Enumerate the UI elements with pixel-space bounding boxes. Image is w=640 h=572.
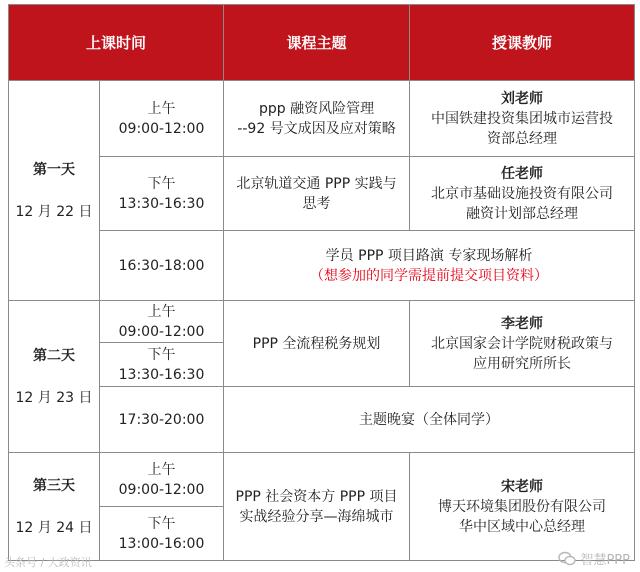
topic-line: ppp 融资风险管理 (258, 100, 375, 117)
teacher-name: 任老师 (501, 165, 544, 182)
day-date: 12 月 22 日 (15, 203, 93, 220)
day-cell (9, 453, 100, 561)
time-range: 09:00-12:00 (118, 323, 205, 340)
teacher-title-line: 中国铁建投资集团城市运营投 (431, 110, 614, 127)
period-label: 上午 (147, 303, 176, 320)
teacher-title-line: 北京国家会计学院财税政策与 (431, 335, 614, 352)
header-teacher: 授课教师 (410, 5, 635, 81)
period-label: 上午 (147, 100, 176, 117)
period-label: 下午 (147, 346, 176, 363)
teacher-cell (410, 453, 635, 561)
period-label: 下午 (147, 515, 176, 532)
table-row (9, 231, 635, 301)
watermark-left: 头条号 / 大政资讯 (4, 556, 92, 569)
roadshow-text: 学员 PPP 项目路演 专家现场解析 (325, 247, 533, 264)
time-range: 09:00-12:00 (118, 481, 205, 498)
teacher-cell (410, 81, 635, 157)
time-cell (100, 157, 224, 231)
time-cell (100, 387, 224, 453)
day-name: 第三天 (33, 477, 75, 494)
topic-cell (224, 453, 410, 561)
time-cell (100, 231, 224, 301)
day-name: 第一天 (33, 161, 75, 178)
topic-cell (224, 301, 410, 387)
period-label: 上午 (147, 461, 176, 478)
topic-line: 北京轨道交通 PPP 实践与 (236, 175, 397, 192)
time-range: 09:00-12:00 (118, 120, 205, 137)
table-row (9, 301, 635, 343)
teacher-title-line: 融资计划部总经理 (466, 205, 579, 222)
teacher-cell (410, 301, 635, 387)
teacher-name: 刘老师 (501, 90, 544, 107)
time-range: 16:30-18:00 (118, 257, 205, 274)
watermark-right-text: 智慧PPP (580, 553, 630, 568)
day-date: 12 月 23 日 (15, 389, 93, 406)
teacher-name: 宋老师 (501, 478, 544, 495)
roadshow-note: （想参加的同学需提前提交项目资料） (310, 267, 549, 284)
table-row (9, 157, 635, 231)
time-range: 17:30-20:00 (118, 411, 205, 428)
time-cell (100, 453, 224, 507)
topic-line: 实战经验分享—海绵城市 (239, 508, 394, 525)
time-cell (100, 343, 224, 387)
header-row (9, 5, 635, 81)
time-range: 13:00-16:00 (118, 535, 205, 552)
teacher-title-line: 应用研究所所长 (473, 355, 572, 372)
merged-cell (224, 231, 635, 301)
header-topic: 课程主题 (224, 5, 410, 81)
topic-cell (224, 81, 410, 157)
topic-line: PPP 全流程税务规划 (252, 335, 381, 352)
dinner-text: 主题晚宴（全体同学） (359, 411, 500, 428)
day-date: 12 月 24 日 (15, 519, 93, 536)
merged-cell (224, 387, 635, 453)
day-cell (9, 301, 100, 453)
topic-cell (224, 157, 410, 231)
time-cell (100, 301, 224, 343)
schedule-table (8, 4, 635, 561)
teacher-title-line: 华中区域中心总经理 (459, 518, 586, 535)
table-row (9, 453, 635, 507)
teacher-title-line: 北京市基础设施投资有限公司 (431, 185, 614, 202)
time-range: 13:30-16:30 (118, 366, 205, 383)
day-name: 第二天 (33, 347, 75, 364)
topic-line: --92 号文成因及应对策略 (237, 120, 396, 137)
time-cell (100, 81, 224, 157)
teacher-title-line: 资部总经理 (487, 130, 558, 147)
topic-line: 思考 (302, 195, 331, 212)
day-cell (9, 81, 100, 301)
time-range: 13:30-16:30 (118, 195, 205, 212)
teacher-cell (410, 157, 635, 231)
teacher-title-line: 博天环境集团股份有限公司 (438, 498, 607, 515)
topic-line: PPP 社会资本方 PPP 项目 (235, 488, 398, 505)
table-row (9, 387, 635, 453)
time-cell (100, 507, 224, 561)
teacher-name: 李老师 (501, 315, 544, 332)
chat-icon (558, 551, 576, 567)
header-time: 上课时间 (9, 5, 224, 81)
watermark-right (558, 549, 630, 568)
period-label: 下午 (147, 175, 176, 192)
table-row (9, 81, 635, 157)
